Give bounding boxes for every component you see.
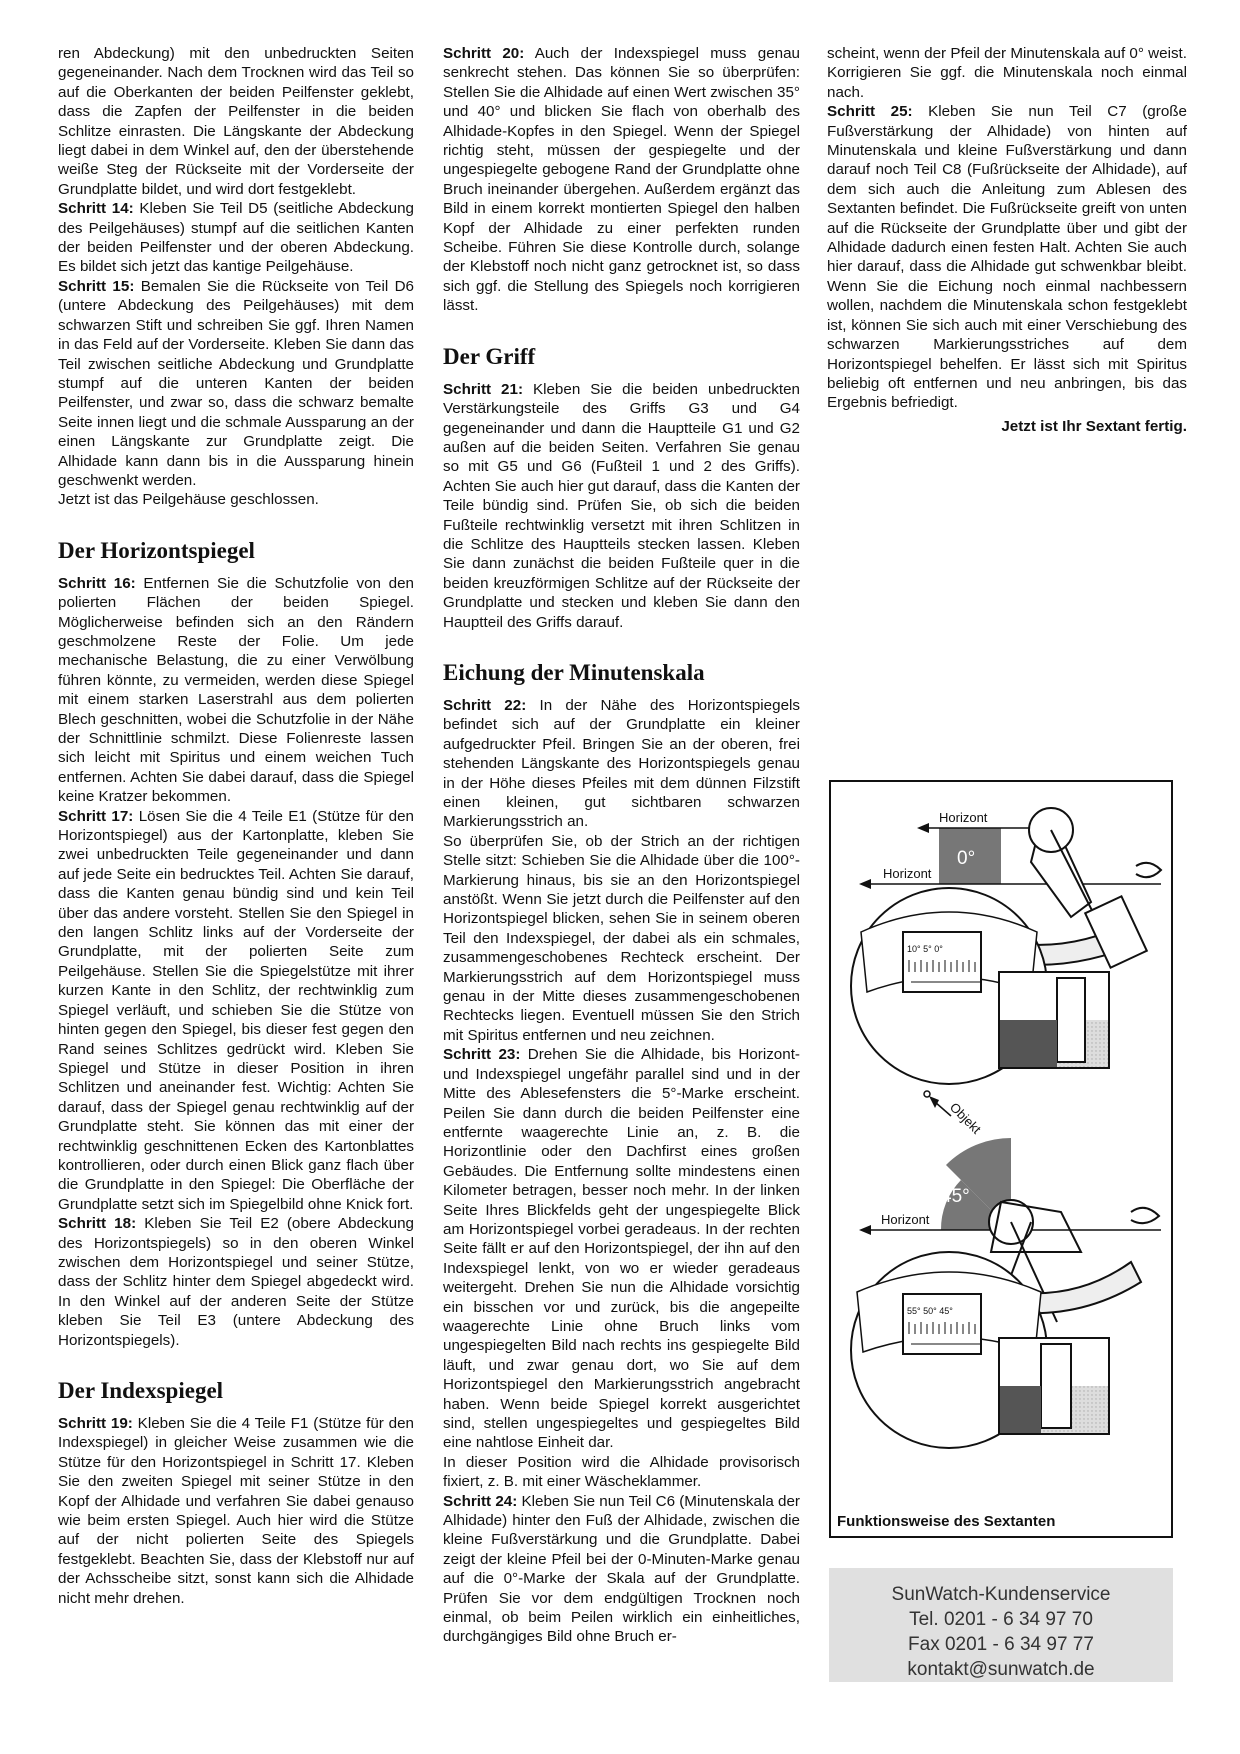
step-text: Kleben Sie die 4 Teile F1 (Stütze für den Indexspiegel) in gleicher Weise zusammen wie die Stütze für den Horizontspiegel in Schritt 17. Kleben Sie den zweiten Spiegel mit seiner Stütze in den Kopf der Alhidade und verfahren Sie dabei genauso wie beim ersten Spiegel. Auch hier wird die Stütze auf der nicht polierten Seite des Spiegels festgeklebt. Beachten Sie, dass der Klebstoff nur auf der Achsscheibe sitzt, sonst kann sich die Alhidade nicht mehr drehen. xyxy=(58,1415,414,1607)
service-phone: Tel. 0201 - 6 34 97 70 xyxy=(909,1609,1093,1630)
paragraph: Jetzt ist das Peilgehäuse geschlossen. xyxy=(58,491,319,509)
eye-icon xyxy=(1131,1208,1159,1223)
step-text: Lösen Sie die 4 Teile E1 (Stütze für den Horizontspiegel) aus der Kartonplatte, kleben Sie zwei unbedruckten Teile gegeneinander und dann auf jede Seite ein bedrucktes Teil. Achten Sie darauf, dass die Kanten genau bündig sind und kein Teil über das andere vorsteht. Stellen Sie den Spiegel in den langen Schlitz links auf der Vorderseite der Grundplatte, mit der polierten Seite zum Peilgehäuse. Stellen Sie die Spiegelstütze mit ihrer kurzen Kante in den Schlitz, der rechtwinklig zum Spiegel verläuft, und schieben Sie die Stütze von hinten gegen den Spiegel, bis dieser fest gegen den Rand seines Schlitzes gedrückt wird. Kleben Sie Spiegel und Stütze in dieser Position in ihren Schlitzen und aneinander fest. Wichtig: Achten Sie darauf, dass der Spiegel genau rechtwinklig auf der Grundplatte steht. Sie können das mit einer der rechtwinklig geschnittenen Ecken des Kartonblattes kontrollieren, oder durch einen Blick ganz flach über die Grundplatte in den Spiegel: Die Oberfläche der Grundplatte setzt sich im Spiegelbild ohne Knick fort. xyxy=(58,807,414,1213)
paragraph: So überprüfen Sie, ob der Strich an der richtigen Stelle sitzt: Schieben Sie die Alhidade über die 100°-Markierung hinaus, bis sie an den Horizontspiegel anstößt. Wenn Sie jetzt durch die Peilfenster auf den Horizontspiegel blicken, sehen Sie in seinem oberen Teil den Indexspiegel, der dabei als ein schmales, zusammengeschobenes Rechteck erscheint. Der Markierungsstrich auf dem Horizontspiegel muss genau in der Mitte dieses zusammengeschobenen Rechtecks liegen. Eventuell müssen Sie den Strich mit Spiritus entfernen und neu zeichnen. xyxy=(443,832,800,1044)
label-objekt: Objekt xyxy=(946,1099,985,1137)
step-label: Schritt 25: xyxy=(827,103,913,121)
step-text: Kleben Sie Teil D5 (seitliche Abdeckung des Peilgehäuses) stumpf auf die seitlichen Kanten der beiden Peilfenster und der oberen Abdeckung. Es bildet sich jetzt das kantige Peilgehäuse. xyxy=(58,200,414,276)
paragraph: In dieser Position wird die Alhidade provisorisch fixiert, z. B. mit einer Wäscheklammer. xyxy=(443,1453,800,1491)
section-heading-eichung: Eichung der Minutenskala xyxy=(443,659,705,685)
step-22 xyxy=(443,696,800,832)
step-24 xyxy=(443,1492,800,1647)
column-1 xyxy=(58,44,414,1608)
step-text: Entfernen Sie die Schutzfolie von den polierten Flächen der beiden Spiegel. Möglicherweise befinden sich an den Rändern geschmolzene Reste der Folie. Um jede mechanische Belastung, die zu einer Verwölbung führen könnte, zu vermeiden, werden diese Spiegel mit einem starken Laserstrahl aus dem polierten Blech geschnitten, wobei die Schutzfolie in der Nähe der Schnittlinie schmilzt. Diese Folienreste lassen sich leicht mit Spiritus und einem weichen Tuch entfernen. Achten Sie dabei darauf, dass die Spiegel keine Kratzer bekommen. xyxy=(58,574,414,806)
angle-0: 0° xyxy=(957,848,976,869)
step-text: Bemalen Sie die Rückseite von Teil D6 (untere Abdeckung des Peilgehäuses) mit dem schwarzen Stift und schreiben Sie ggf. Ihren Namen in das Feld auf der Vorderseite. Kleben Sie dann das Teil zwischen seitliche Abdeckung und Grundplatte stumpf auf die unteren Kanten der beiden Peilfenster, und zwar so, dass die schwarz bemalte Seite innen liegt und die schmale Aussparung an der einen Längskante zur Grundplatte zeigt. Die Alhidade kann dann bis in die Aussparung hinein geschwenkt werden. xyxy=(58,277,414,489)
column-3 xyxy=(827,44,1187,436)
scale-label-bottom: 55° 50° 45° xyxy=(907,1306,953,1316)
bottom-diagram xyxy=(851,1138,1161,1448)
step-17 xyxy=(58,807,414,1215)
paragraph: scheint, wenn der Pfeil der Minutenskala auf 0° weist. Korrigieren Sie ggf. die Minutenskala noch einmal nach. xyxy=(827,45,1187,101)
service-fax: Fax 0201 - 6 34 97 77 xyxy=(908,1634,1094,1655)
label-horizont-bottom: Horizont xyxy=(881,1212,930,1227)
step-text: Kleben Sie nun Teil C6 (Minutenskala der Alhidade) hinter den Fuß der Alhidade, zwischen die kleine Fußverstärkung und die Grundplatte. Dabei zeigt der kleine Pfeil bei der 0-Minuten-Marke genau auf die 0°-Marke der Skala auf der Grundplatte. Prüfen Sie vor dem endgültigen Trocknen noch einmal, ob beim Peilen wirklich ein einheitliches, durchgängiges Bild ohne Bruch er- xyxy=(443,1492,800,1646)
step-20 xyxy=(443,44,800,316)
step-18 xyxy=(58,1214,414,1350)
closing-line: Jetzt ist Ihr Sextant fertig. xyxy=(1001,417,1187,435)
arrow-left-icon xyxy=(859,879,871,889)
step-text: In der Nähe des Horizontspiegels befindet sich auf der Grundplatte ein kleiner aufgedruckter Pfeil. Bringen Sie an der oberen, frei stehenden Längskante des Horizontspiegels genau in der Höhe dieses Pfeiles mit dem dünnen Filzstift einen kleinen, gut sichtbaren schwarzen Markierungsstrich an. xyxy=(443,696,800,831)
customer-service-box xyxy=(829,1568,1173,1682)
step-label: Schritt 17: xyxy=(58,807,134,825)
step-25 xyxy=(827,102,1187,413)
scale-label-top: 10° 5° 0° xyxy=(907,944,943,954)
arrow-left-icon xyxy=(917,823,929,833)
step-text: Auch der Indexspiegel muss genau senkrecht stehen. Das können Sie so überprüfen: Stellen Sie die Alhidade auf einen Wert zwischen 35° und 40° und blicken Sie flach von oberhalb des Alhidade-Kopfes in den Spiegel. Wenn der Spiegel richtig steht, müssen der gespiegelte und der ungespiegelte gebogene Rand der Grundplatte ohne Bruch ineinander übergehen. Außerdem ergänzt das Bild in einem korrekt montierten Spiegel den halben Kopf der Alhidade zu einer perfekten runden Scheibe. Führen Sie diese Kontrolle durch, solange der Klebstoff noch nicht ganz getrocknet ist, so dass sich ggf. die Stellung des Spiegels noch korrigieren lässt. xyxy=(443,45,800,315)
step-text: Drehen Sie die Alhidade, bis Horizont- und Indexspiegel ungefähr parallel sind und in der Mitte des Ablesefensters die 5°-Marke erscheint. Peilen Sie dann durch die beiden Peilfenster eine entfernte waagerechte Linie an, z. B. die Horizontlinie oder den Dachfirst eines großen Gebäudes. Die Entfernung sollte mindestens einen Kilometer betragen, besser noch mehr. In der linken Seite Ihres Blickfelds geht der ungespiegelte Blick am Horizontspiegel vorbei geradeaus. In der rechten Seite fällt er auf den Horizontspiegel, der ihn auf den Indexspiegel lenkt, von wo er wieder geradeaus weitergeht. Drehen Sie nun die Alhidade vorsichtig ein bisschen vor und zurück, bis die angepeilte waagerechte Linie ohne Bruch links vom ungespiegelten Bild nach rechts ins gespiegelte Bild läuft, und zwar genau dort, wo Sie auf dem Horizontspiegel den Markierungsstrich angebracht haben. Wenn beide Spiegel korrekt ausgerichtet sind, stellen ungespiegeltes und gespiegeltes Bild eine nahtlose Einheit dar. xyxy=(443,1046,800,1452)
step-15 xyxy=(58,277,414,490)
angle-45: 45° xyxy=(941,1186,970,1207)
step-text: Kleben Sie nun Teil C7 (große Fußverstärkung der Alhidade) von hinten auf Minutenskala und kleine Fußverstärkung und dann darauf noch Teil C8 (Fußrückseite der Alhidade), auf dem sich auch die Anleitung zum Ablesen des Sextanten befindet. Die Fußrückseite greift von unten auf die Rückseite der Grundplatte über und gibt der Alhidade dadurch einen festen Halt. Achten Sie auch hier darauf, dass die Alhidade gut schwenkbar bleibt. Wenn Sie die Eichung noch einmal nachbessern wollen, nachdem die Minutenskala schon festgeklebt ist, können Sie sich auch mit einer Verschiebung des schwarzen Markierungsstriches auf dem Horizontspiegel behelfen. Er lässt sich mit Spiritus beliebig oft entfernen und neu anbringen, bis das Ergebnis befriedigt. xyxy=(827,103,1187,412)
section-heading-horizontspiegel: Der Horizontspiegel xyxy=(58,537,255,563)
step-19 xyxy=(58,1414,414,1608)
step-label: Schritt 16: xyxy=(58,574,136,592)
step-label: Schritt 21: xyxy=(443,380,524,398)
section-heading-indexspiegel: Der Indexspiegel xyxy=(58,1378,224,1403)
step-23 xyxy=(443,1045,800,1453)
service-name: SunWatch-Kundenservice xyxy=(891,1584,1111,1605)
label-horizont-left: Horizont xyxy=(883,866,932,881)
step-label: Schritt 23: xyxy=(443,1046,521,1064)
step-text: Kleben Sie die beiden unbedruckten Verstärkungsteile des Griffs G3 und G4 gegeneinander und dann die Hauptteile G1 und G2 außen auf die beiden Seiten. Verfahren Sie genau so mit G5 und G6 (Fußteil 1 und 2 des Griffs). Achten Sie auch hier gut darauf, dass die Kanten der Teile bündig sind. Prüfen Sie, ob sich die beiden Fußteile rechtwinklig versetzt mit ihren Schlitzen in die Schlitze des Hauptteils stecken lassen. Kleben Sie dann zunächst die beiden Fußteile quer in die beiden kreuzförmigen Schlitze auf der Rückseite der Grundplatte und stecken und kleben Sie dann den Hauptteil des Griffs darauf. xyxy=(443,380,800,631)
step-text: Kleben Sie Teil E2 (obere Abdeckung des Horizontspiegels) so in den oberen Winkel zwischen dem Horizontspiegel und seiner Stütze, dass der Schlitz hinter dem Spiegel abgedeckt wird. In den Winkel auf der anderen Seite der Stütze kleben Sie Teil E3 (untere Abdeckung des Horizontspiegels). xyxy=(58,1215,414,1349)
label-horizont-top: Horizont xyxy=(939,810,988,825)
object-direction xyxy=(924,1091,984,1137)
eye-icon xyxy=(1136,863,1161,877)
step-label: Schritt 18: xyxy=(58,1215,137,1233)
column-2 xyxy=(443,44,800,1647)
sextant-diagram xyxy=(831,782,1171,1536)
step-label: Schritt 15: xyxy=(58,277,135,295)
figure-caption: Funktionsweise des Sextanten xyxy=(837,1513,1056,1530)
arrow-left-icon xyxy=(859,1225,871,1235)
step-21 xyxy=(443,380,800,632)
step-16 xyxy=(58,574,414,807)
service-email: kontakt@sunwatch.de xyxy=(907,1659,1095,1680)
arrow-icon xyxy=(929,1096,939,1108)
step-label: Schritt 24: xyxy=(443,1492,518,1510)
sextant-figure xyxy=(829,780,1173,1538)
step-label: Schritt 20: xyxy=(443,45,525,62)
step-label: Schritt 19: xyxy=(58,1415,133,1432)
top-diagram xyxy=(851,808,1161,1084)
section-heading-griff: Der Griff xyxy=(443,343,536,369)
paragraph: ren Abdeckung) mit den unbedruckten Seiten gegeneinander. Nach dem Trocknen wird das Teil so auf die Oberkanten der beiden Peilfenster geklebt, dass die Zapfen der Peilfenster in die beiden Schlitze einrasten. Die Längskante der Abdeckung liegt dabei in dem Winkel auf, den der überstehende weiße Steg der Rückseite mit der Vorderseite der Grundplatte bildet, und wird dort festgeklebt. xyxy=(58,45,414,198)
step-14 xyxy=(58,199,414,277)
step-label: Schritt 14: xyxy=(58,200,134,218)
step-label: Schritt 22: xyxy=(443,696,527,714)
